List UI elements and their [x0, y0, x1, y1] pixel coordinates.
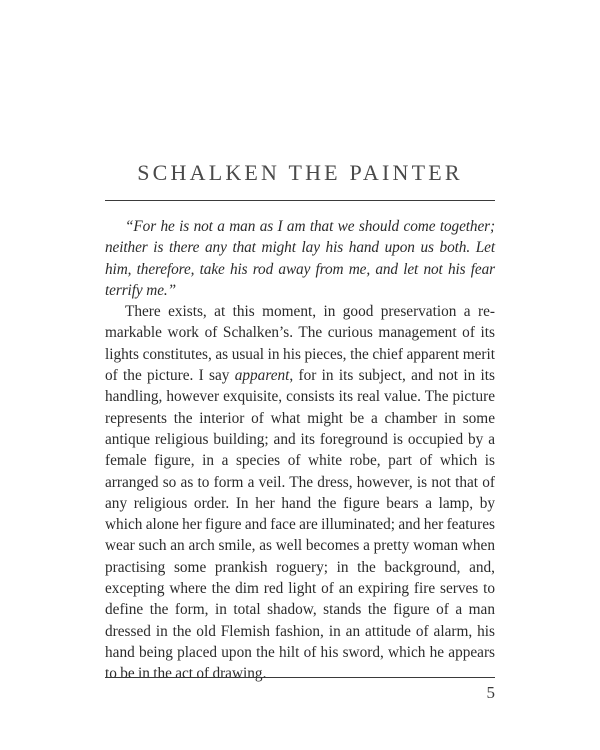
emphasized-word: apparent	[234, 367, 290, 385]
chapter-title: SCHALKEN THE PAINTER	[137, 160, 463, 185]
epigraph: “For he is not a man as I am that we should come together; neither is there any that might lay his hand upon us both. Let him, therefore, take his rod away from me, and let not his fear terrify me.”	[105, 218, 495, 299]
title-divider	[105, 200, 495, 201]
paragraph-text-start: There exists, at this moment, in good preservation a remarkable work of Schalken’s. The curious management of its lights constitutes, as usual in his pieces, the chief apparent merit of the picture. I say	[105, 303, 495, 385]
body-text	[105, 216, 495, 685]
body-paragraph	[105, 301, 495, 684]
footer-divider	[105, 677, 495, 678]
page-number: 5	[486, 683, 495, 702]
paragraph-text-end: , for in its subject, and not in its handling, however exquisite, consists its real value. The picture represents the interior of what might be a chamber in some antique religious building; and its foreground is occupied by a female figure, in a species of white robe, part of which is arranged so as to form a veil. The dress, however, is not that of any religious order. In her hand the figure bears a lamp, by which alone her figure and face are illuminated; and her features wear such an arch smile, as well becomes a pretty woman when practising some prankish roguery; in the background, and, excepting where the dim red light of an expiring fire serves to define the form, in total shadow, stands the figure of a man dressed in the old Flemish fashion, in an attitude of alarm, his hand being placed upon the hilt of his sword, which he appears to be in the act of drawing.	[105, 367, 495, 683]
